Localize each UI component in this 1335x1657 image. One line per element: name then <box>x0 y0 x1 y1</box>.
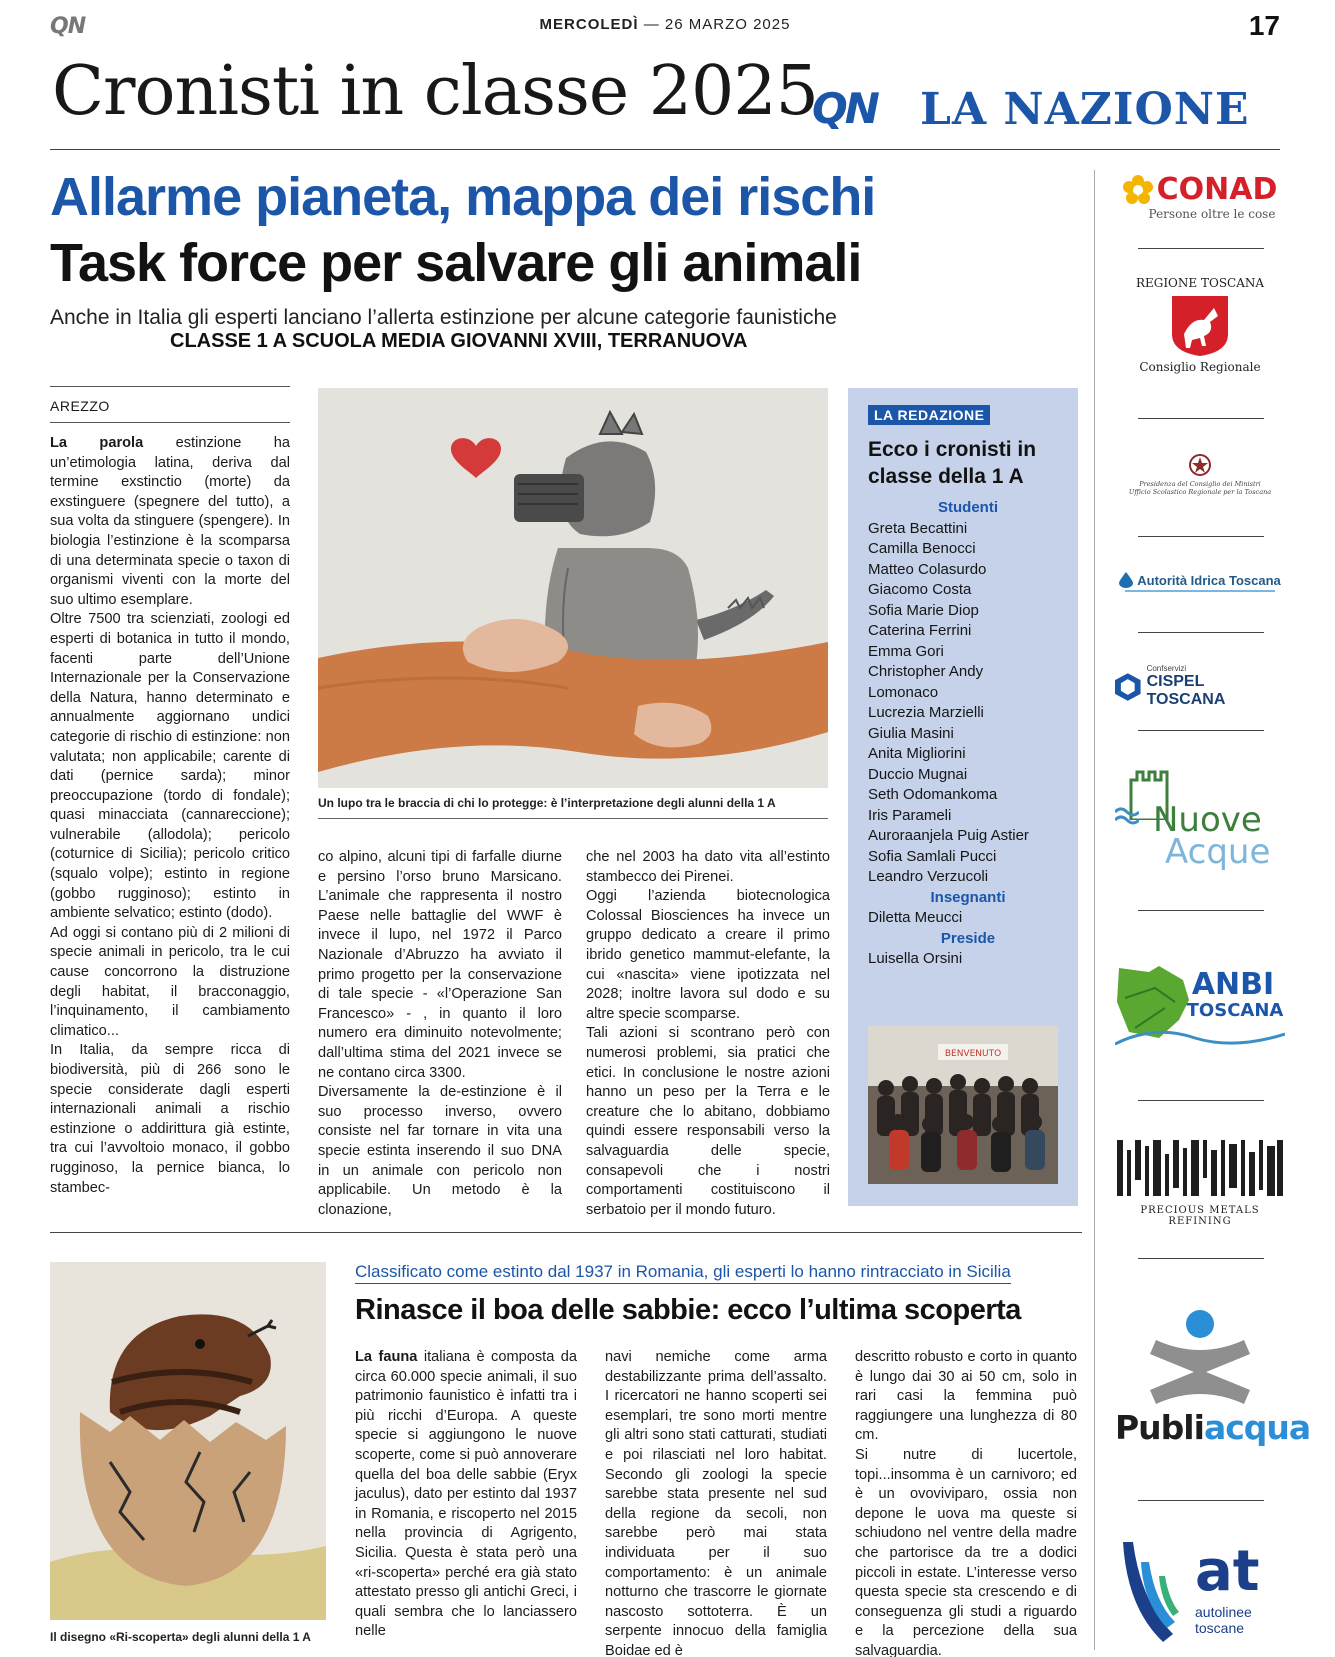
conad-logo <box>1115 172 1285 226</box>
cispel-small-text: Confservizi <box>1146 664 1187 673</box>
headline-primary: Allarme pianeta, mappa dei rischi <box>50 167 876 227</box>
anbi-map-icon <box>1115 958 1285 1054</box>
sponsor-column-rule <box>1094 170 1095 1650</box>
publiacqua-logo <box>1115 1310 1311 1456</box>
paragraph: Oggi l’azienda biotecnologica Colossal Biosciences ha invece un gruppo dedicato a creare il primo ibrido genetico mammut-elefante, la cui «nascita» viene ipotizzata nel 2028; inoltre lavora sul dodo e su altre specie scomparse. <box>586 888 830 1022</box>
article-location: AREZZO <box>50 398 110 414</box>
la-nazione-logo: LA NAZIONE <box>920 84 1250 135</box>
wolf-drawing <box>318 388 828 788</box>
toscana-top-text: REGIONE TOSCANA <box>1135 276 1265 290</box>
publi-text: Publi <box>1115 1408 1204 1447</box>
staff-list <box>868 498 1068 970</box>
article-deck: Anche in Italia gli esperti lanciano l’allerta estinzione per alcune categorie faunistiche <box>50 306 837 329</box>
student-name: Anita Migliorini <box>868 745 966 762</box>
student-name: Caterina Ferrini <box>868 622 972 639</box>
waves-icon <box>1115 806 1139 830</box>
acqua-text: acqua <box>1203 1408 1311 1447</box>
paragraph: Diversamente la de-estinzione è il suo processo inverso, ovvero consiste nel far tornare in vita una specie estinta inserendo il suo DNA in un animale con pericolo non applicabile. Un metodo è la clonazione, <box>318 1084 562 1218</box>
water-drop-icon <box>1119 572 1133 588</box>
sponsor-separator <box>1138 1100 1264 1101</box>
anbi-text: ANBI <box>1191 967 1275 1002</box>
pegasus-shield-icon <box>1170 294 1230 356</box>
article-column-2 <box>318 848 562 1220</box>
student-name: Lucrezia Marzielli <box>868 704 984 721</box>
pmr-barcode-icon <box>1117 1140 1283 1196</box>
teachers-heading: Insegnanti <box>930 888 1006 906</box>
qn-mini-logo: QN <box>50 14 86 39</box>
lead-in: La parola <box>50 435 144 451</box>
sidebar-title: Ecco i cronisti in classe della 1 A <box>868 438 1037 488</box>
sponsor-separator <box>1138 1258 1264 1259</box>
article-byline: CLASSE 1 A SCUOLA MEDIA GIOVANNI XVIII, TERRANUOVA <box>170 330 748 352</box>
student-name: Christopher Andy <box>868 663 984 680</box>
paragraph: navi nemiche come arma destabilizzante prima dell’assalto. I ricercatori ne hanno scoperti sei esemplari, tre sono morti mentre gli altri sono stati catturati, studiati e poi rilasciati nel loro habitat. Secondo gli zoologi la specie sarebbe stata presente nel sud della regione da secoli, non sarebbe però mai stata individuata per il suo comportamento: è un animale notturno che trascorre le giornate nascosto sottoterra. È un serpente innocuo della famiglia Boidae ed è <box>605 1349 827 1657</box>
student-name: Lomonaco <box>868 683 939 701</box>
paragraph: co alpino, alcuni tipi di farfalle diurne e persino l’orso bruno Marsicano. L’animale che rappresenta il nostro Paese nelle battaglie del WWF è invece il lupo, nel 1972 il Parco Nazionale d’Abruzzo ha avviato il primo progetto per la conservazione di tale specie - «l’Operazione San Francesco» - , in quanto il loro numero era diminuito notevolmente; dall’ultima stima del 2021 invece se ne contano circa 3300. <box>318 849 562 1081</box>
figure-rule <box>318 818 828 819</box>
principal-heading: Preside <box>940 929 996 947</box>
section-title: Cronisti in classe 2025 <box>52 52 818 131</box>
conad-flower-icon <box>1123 175 1153 205</box>
at-stripes-icon <box>1119 1542 1179 1650</box>
sponsor-separator <box>1138 536 1264 537</box>
article2-column-3 <box>855 1348 1077 1657</box>
student-name: Sofia Samlali Pucci <box>868 847 997 865</box>
student-name: Camilla Benocci <box>868 540 976 557</box>
student-name: Greta Becattini <box>868 519 968 537</box>
precious-metals-logo <box>1115 1140 1285 1227</box>
student-name: Sofia Marie Diop <box>868 601 979 619</box>
acque-wordmark: Acque <box>1165 832 1271 872</box>
paragraph: Si nutre di lucertole, topi...insomma è un carnivoro; ed è un ovoviviparo, ossia non depone le uova ma queste si schiudono nel ventre della madre che partorisce da tre a dodici piccoli in estate. L’interesse verso questa specie sta crescendo e di conseguenza gli studi a riguardo e la percezione della sua salvaguardia. <box>855 1446 1077 1657</box>
class-photo <box>868 1026 1058 1184</box>
nuove-wordmark: Nuove <box>1153 800 1262 840</box>
article2-column-1 <box>355 1348 577 1642</box>
student-name: Giacomo Costa <box>868 581 972 598</box>
toscana-bottom-text: Consiglio Regionale <box>1139 360 1261 374</box>
paragraph: La parola estinzione ha un’etimologia latina, deriva dal termine exstinctio (morte) da exstinguere (spegnere del tutto), a sua volta da stinguere (spengere). In biologia l’estinzione è la scomparsa di una determinata specie o taxon di organismi viventi con la morte del suo ultimo esemplare. <box>50 435 290 608</box>
dateline <box>50 16 1280 33</box>
anbi-sub-text: TOSCANA <box>1186 1000 1284 1021</box>
ait-logo <box>1115 572 1285 604</box>
paragraph: In Italia, da sempre ricca di biodiversità, più di 266 sono le specie considerate dagli esperti internazionali animali a rischio estinzione o addirittura già estinte, tra cui l’avvoltoio monaco, il gobbo rugginoso, la pernice bianca, lo stambec- <box>50 1042 290 1196</box>
masthead <box>50 50 1280 150</box>
cispel-logo <box>1115 664 1285 708</box>
date: 26 MARZO 2025 <box>664 16 791 33</box>
figure-caption: Un lupo tra le braccia di chi lo protegge: è l’interpretazione degli alunni della 1 A <box>318 796 776 810</box>
nuove-acque-logo <box>1115 770 1285 874</box>
conad-wordmark: CONAD <box>1156 172 1278 207</box>
sponsor-separator <box>1138 910 1264 911</box>
presidenza-logo <box>1115 454 1285 510</box>
student-name: Leandro Verzucoli <box>868 868 989 885</box>
teacher-name: Diletta Meucci <box>868 909 963 926</box>
paragraph: Tali azioni si scontrano però con numerosi problemi, sia pratici che etici. In conclusione le nostre azioni hanno un peso per la Terra e le creature che lo abitano, dobbiamo quindi essere responsabili verso la salvaguardia delle specie, consapevoli che i nostri comportamenti costituiscono il serbatoio per il mondo futuro. <box>586 1025 830 1218</box>
principal-name: Luisella Orsini <box>868 950 963 967</box>
autolinee-toscane-logo <box>1115 1539 1285 1654</box>
anbi-toscana-logo <box>1115 958 1285 1054</box>
sponsor-separator <box>1138 418 1264 419</box>
article-column-3 <box>586 848 830 1220</box>
newsroom-sidebar <box>848 388 1078 1206</box>
figure-caption-2: Il disegno «Ri-scoperta» degli alunni della 1 A <box>50 1630 311 1644</box>
cispel-hexagon-icon <box>1115 673 1141 701</box>
location-rule-top <box>50 386 290 387</box>
at-sub-1: autolinee <box>1195 1604 1252 1620</box>
publiacqua-wordmark <box>1115 1408 1311 1447</box>
paragraph: Ad oggi si contano più di 2 milioni di specie animali in pericolo, tra le cui cause concorrono la distruzione degli habitat, il bracconaggio, l’inquinamento, il cambiamento climatico... <box>50 924 290 1039</box>
ait-wordmark: Autorità Idrica Toscana <box>1137 572 1281 588</box>
sponsor-separator <box>1138 248 1264 249</box>
student-name: Duccio Mugnai <box>868 765 968 783</box>
at-sub-2: toscane <box>1195 1620 1245 1636</box>
at-wordmark: at <box>1195 1539 1260 1604</box>
presidenza-line-2: Ufficio Scolastico Regionale per la Toscana <box>1128 488 1272 496</box>
photo-banner-text: BENVENUTO <box>944 1049 1002 1059</box>
pmr-wordmark: PRECIOUS METALS REFINING <box>1140 1205 1260 1227</box>
student-name: Auroraanjela Puig Astier <box>868 827 1029 844</box>
page-number: 17 <box>1248 10 1280 41</box>
qn-logo: QN <box>812 84 877 133</box>
presidenza-line-1: Presidenza del Consiglio dei Ministri <box>1139 480 1261 488</box>
weekday: MERCOLEDÌ <box>539 16 639 33</box>
article2-kicker: Classificato come estinto dal 1937 in Romania, gli esperti lo hanno rintracciato in Sicilia <box>355 1262 1011 1284</box>
sponsor-separator <box>1138 730 1264 731</box>
section-divider <box>50 1232 1082 1233</box>
cispel-wordmark: CISPEL TOSCANA <box>1146 673 1226 708</box>
location-rule-bottom <box>50 422 290 423</box>
snake-egg-drawing <box>50 1262 326 1620</box>
sidebar-label: LA REDAZIONE <box>868 405 990 425</box>
sponsor-separator <box>1138 1500 1264 1501</box>
conad-tagline: Persone oltre le cose <box>1148 207 1276 221</box>
student-name: Emma Gori <box>868 642 944 660</box>
date-separator: — <box>643 16 660 33</box>
emblem-icon <box>1189 454 1211 476</box>
lead-in: La fauna <box>355 1349 418 1365</box>
paragraph: Oltre 7500 tra scienziati, zoologi ed esperti di botanica in tutto il mondo, facenti parte dell’Unione Internazionale per la Conservazione della Natura, hanno determinato e annualmente aggiornano undici categorie di rischio di estinzione: non valutata; non applicabile; carente di dati (pernice sarda); minor preoccupazione (tordo di fondale); quasi minacciata (cannareccione); vulnerabile (allodola); pericolo (coturnice di Sicilia); pericolo critico (squalo volpe); estinto in regione (gobbo rugginoso); estinto in ambiente selvatico; estinto (dodo). <box>50 611 290 922</box>
class-photo-art <box>868 1026 1058 1184</box>
student-name: Seth Odomankoma <box>868 786 998 803</box>
paragraph: La fauna italiana è composta da circa 60.000 specie animali, il suo patrimonio faunistico è infatti tra i più ricchi d’Europa. A queste specie si aggiungono le nuove scoperte, come si può annoverare quella del boa delle sabbie (Eryx jaculus), dato per estinto dal 1937 in Romania, e riscoperto nel 2015 nella provincia di Agrigento, Sicilia. Questa è stata però una «ri-scoperta» perché era già stato attestato presso gli antichi Greci, i quali sembra che lo lanciassero nelle <box>355 1349 577 1640</box>
publiacqua-figure-icon <box>1150 1310 1250 1406</box>
student-name: Iris Parameli <box>868 806 952 824</box>
headline-secondary: Task force per salvare gli animali <box>50 233 862 293</box>
article2-headline: Rinasce il boa delle sabbie: ecco l’ultima scoperta <box>355 1294 1021 1326</box>
article2-column-2 <box>605 1348 827 1657</box>
paragraph: descritto robusto e corto in quanto è lungo dai 30 ai 50 cm, solo in rari casi la femmina può raggiungere una lunghezza di 80 cm. <box>855 1349 1077 1444</box>
student-name: Matteo Colasurdo <box>868 560 987 578</box>
sponsor-separator <box>1138 632 1264 633</box>
wolf-drawing-art <box>318 388 828 788</box>
student-name: Giulia Masini <box>868 724 954 742</box>
students-heading: Studenti <box>938 499 998 516</box>
top-strip <box>50 12 1280 42</box>
paragraph: che nel 2003 ha dato vita all’estinto stambecco dei Pirenei. <box>586 849 830 885</box>
article-column-1 <box>50 434 290 1198</box>
snake-egg-drawing-art <box>50 1262 326 1620</box>
ait-wave <box>1125 590 1275 592</box>
regione-toscana-logo <box>1115 276 1285 386</box>
